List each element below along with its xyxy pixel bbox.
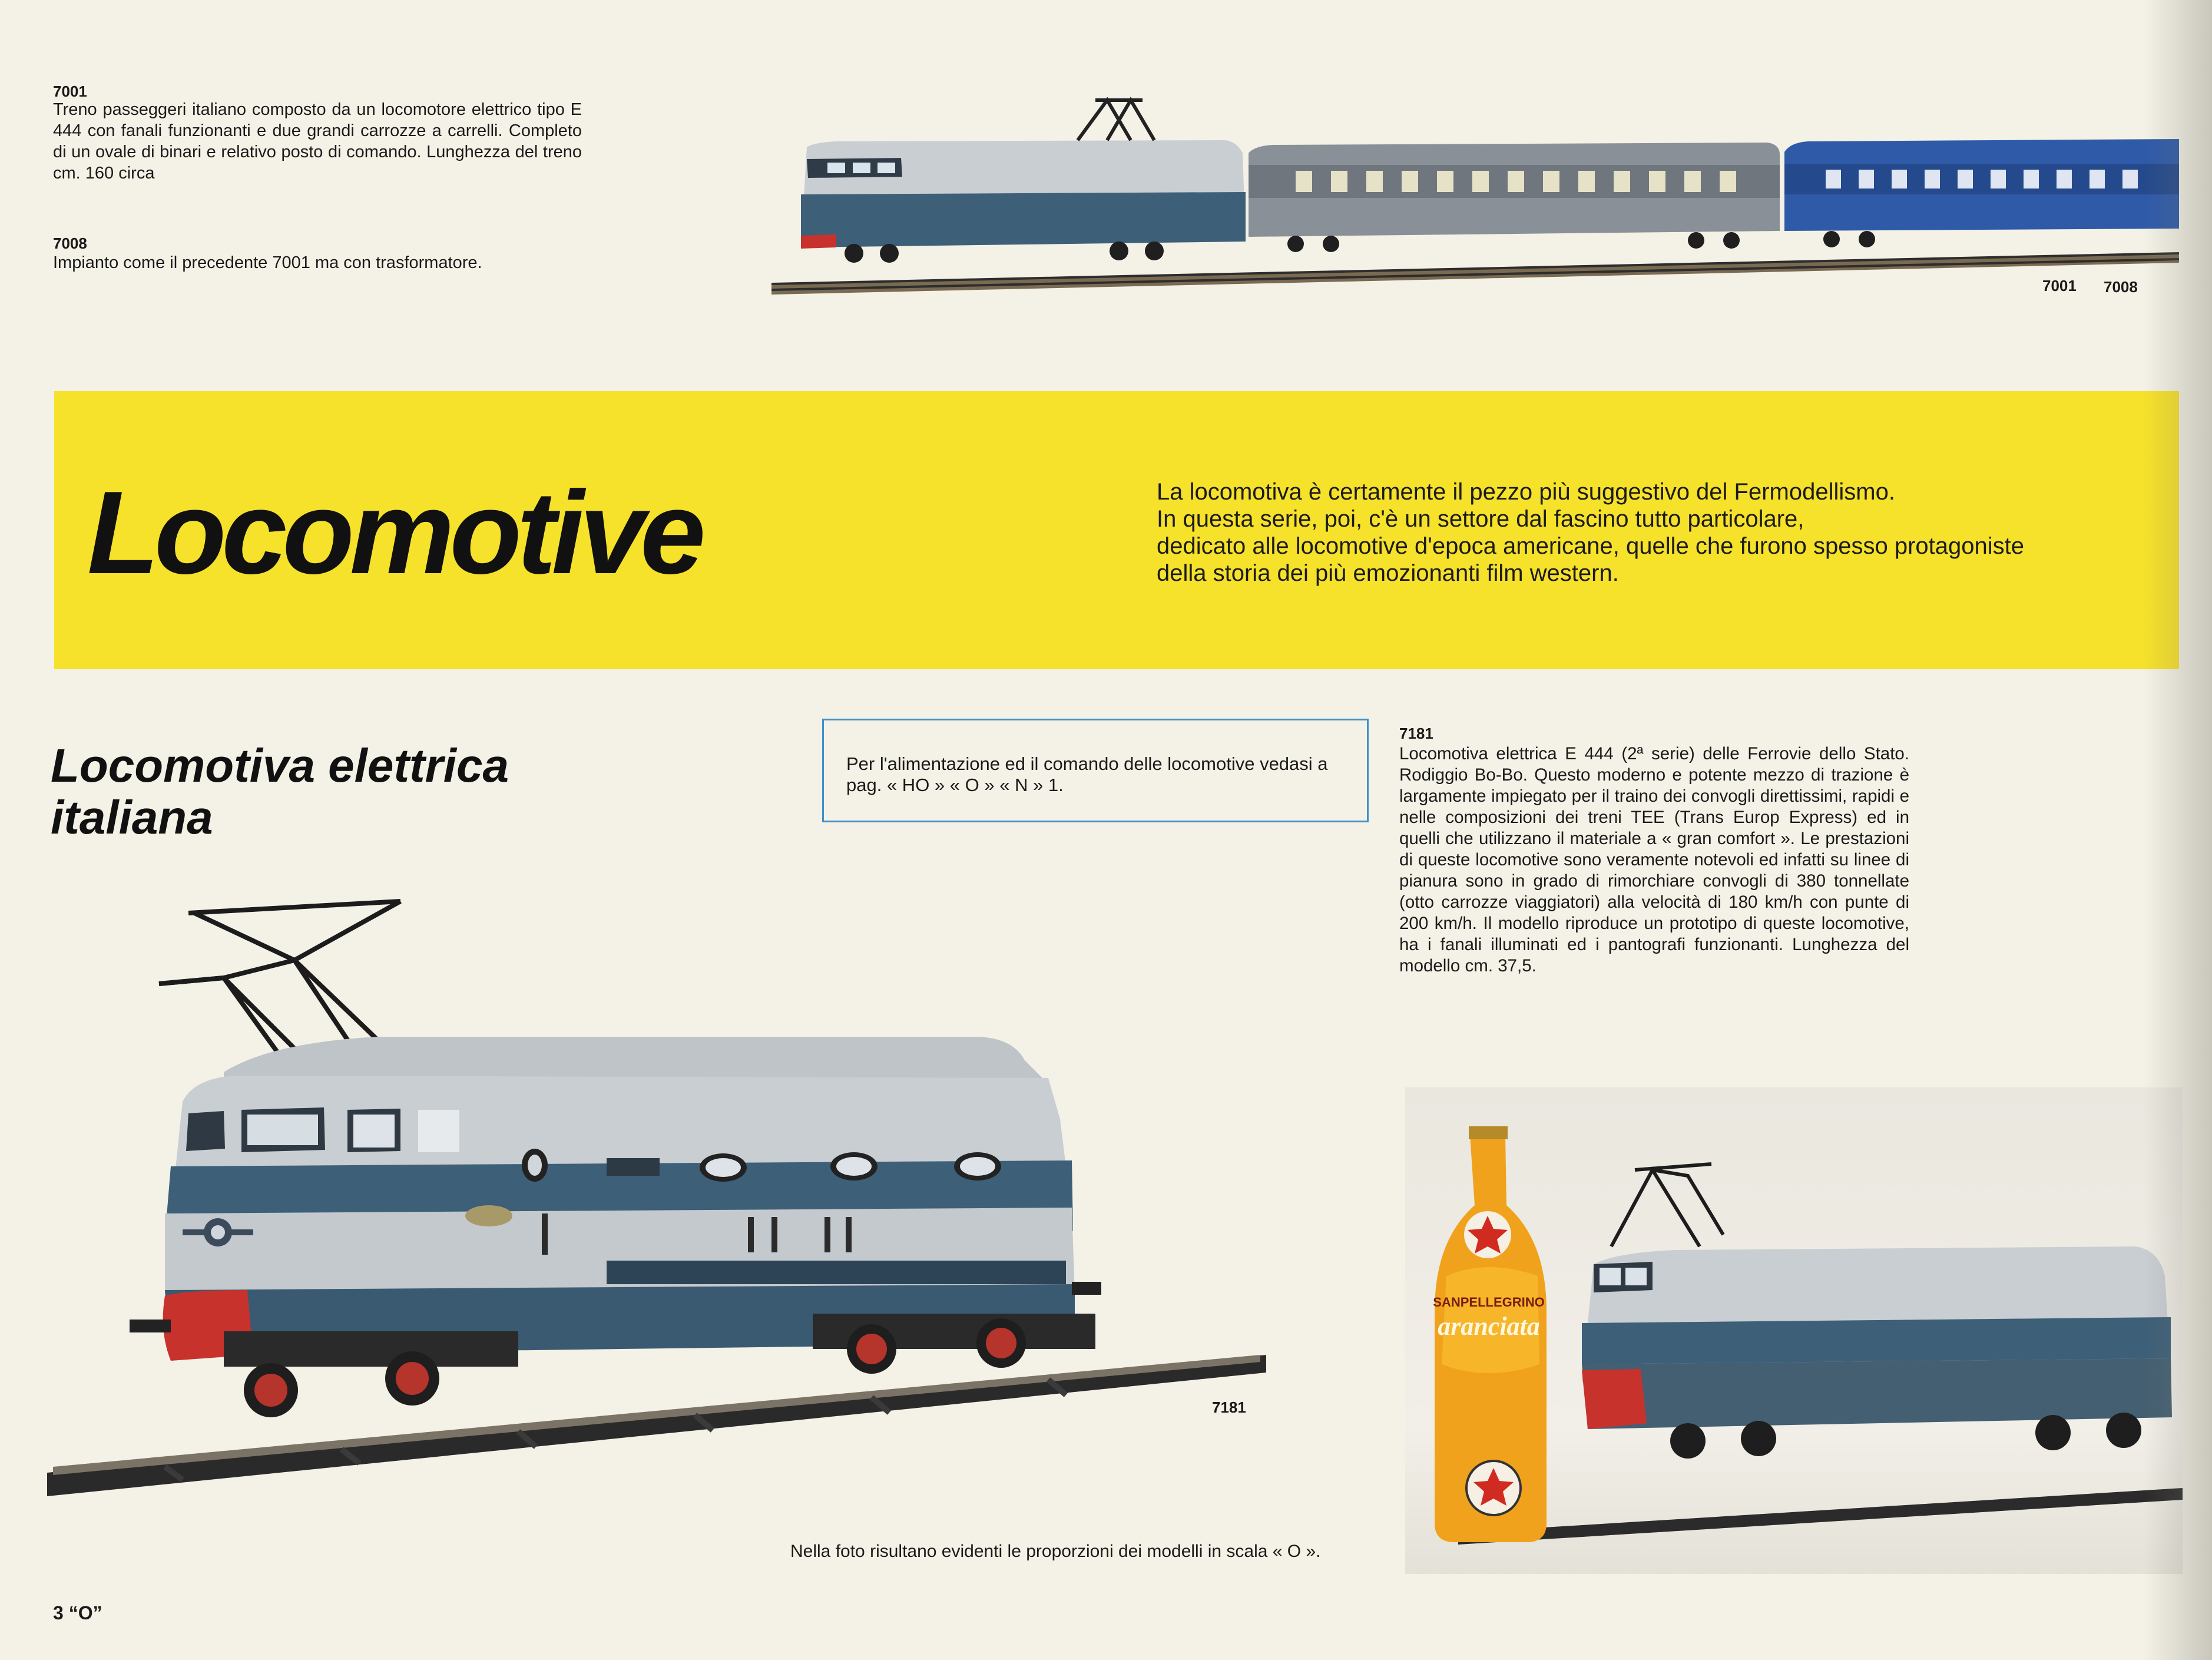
locomotive-e444-photo-small [1582,1164,2172,1459]
locomotive-e444-small [801,100,1246,263]
item-code-7001: 7001 [53,82,87,100]
section-title-line-1: Locomotiva elettrica [51,739,509,792]
passenger-train-photo [766,77,2179,300]
banner-line: La locomotiva è certamente il pezzo più suggestivo del Fermodellismo. [1157,479,1895,505]
banner-text [1157,478,2158,587]
note-text: Per l'alimentazione ed il comando delle locomotive vedasi a pag. « HO » « O » « N » 1. [846,753,1328,795]
product-description: Locomotiva elettrica E 444 (2ª serie) delle Ferrovie dello Stato. Rodiggio Bo-Bo. Questo moderno e potente mezzo di trazione è largamente impiegato per il traino dei convogli direttissimi, rapidi e nelle composizioni dei treni TEE (Trans Europ Express) ed in quelli che utilizzano il materiale a « gran comfort ». Le prestazioni di queste locomotive sono veramente notevoli ed infatti su linee di pianura sono in grado di rimorchiare convogli di 380 tonnellate (otto carrozze viaggiatori) alla velocità di 180 km/h con punte di 200 km/h. Il modello riproduce un prototipo di queste locomotive, ha i fanali illuminati ed i pantografi funzionanti. Lunghezza del modello cm. 37,5. [1399,744,1909,976]
photo-label-7181: 7181 [1212,1398,1246,1416]
power-supply-note [822,719,1369,822]
section-title-line-2: italiana [51,791,213,844]
item-code-7008: 7008 [53,234,87,252]
photo-label-7008: 7008 [2104,278,2138,296]
bottle-brand: SANPELLEGRINO [1433,1295,1545,1310]
photo-label-7001: 7001 [2042,277,2077,295]
locomotive-e444-large-photo [47,884,1272,1496]
passenger-coach-blue [1784,139,2179,247]
photo-caption: Nella foto risultano evidenti le proporzioni dei modelli in scala « O ». [790,1542,1321,1561]
banner-title: Locomotive [87,467,701,598]
product-code: 7181 [1399,725,1433,742]
scale-comparison-illustration [1405,1087,2183,1574]
page-number: 3 “O” [53,1602,102,1623]
section-title [51,740,698,844]
banner-line: dedicato alle locomotive d'epoca americane, quelle che furono spesso protagoniste [1157,533,2025,559]
banner-line: della storia dei più emozionanti film western. [1157,560,1619,586]
bottle-label: aranciata [1438,1312,1540,1341]
scale-comparison-photo [1405,1087,2183,1574]
item-description-7001: Treno passeggeri italiano composto da un locomotore elettrico tipo E 444 con fanali funzionanti e due grandi carrozze a carrelli. Completo di un ovale di binari e relativo posto di comando. Lunghezza del treno cm. 160 circa [53,100,582,183]
passenger-coach-grey [1249,143,1780,252]
banner-line: In questa serie, poi, c'è un settore dal fascino tutto particolare, [1157,506,1804,532]
item-description-7008: Impianto come il precedente 7001 ma con trasformatore. [53,253,482,272]
soda-bottle [1433,1126,1547,1542]
binding-shadow [2144,0,2212,1660]
